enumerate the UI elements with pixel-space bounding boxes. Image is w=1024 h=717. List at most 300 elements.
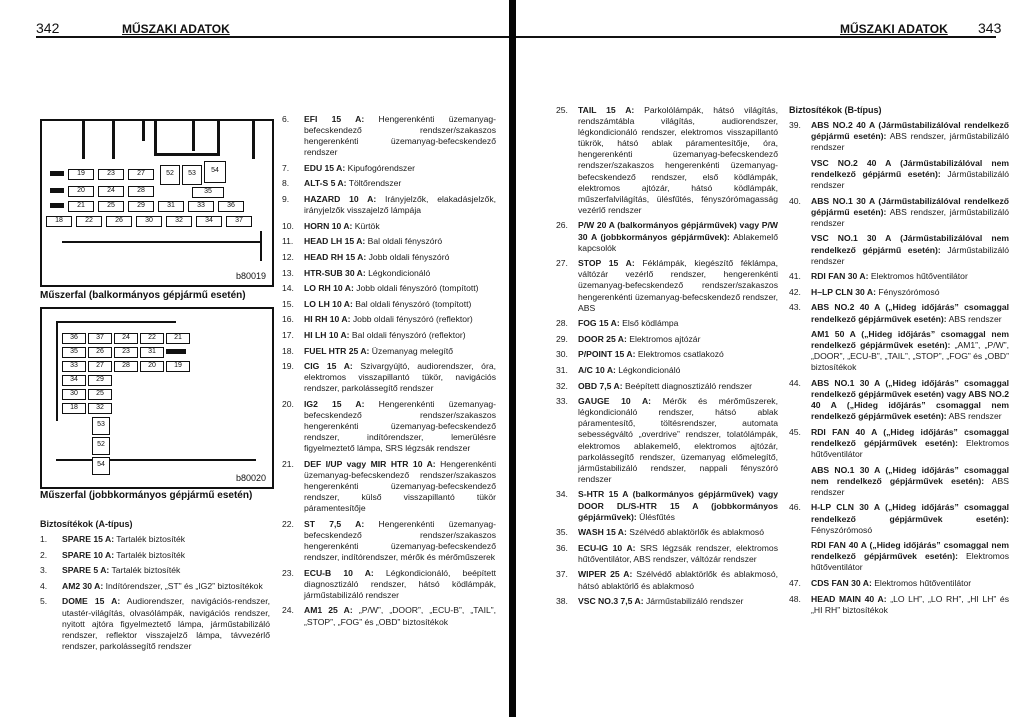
item-text <box>62 581 270 592</box>
item-text <box>304 346 496 357</box>
figure-code: b80019 <box>235 271 266 281</box>
fuse-list-a-part2 <box>282 114 496 632</box>
fuse-list-item <box>282 236 496 247</box>
fuse-name: HI RH 10 A: <box>304 314 351 325</box>
relay-outline <box>252 121 255 159</box>
fuse-description: ABS rendszer <box>946 411 1002 422</box>
fuse-name: HEAD RH 15 A: <box>304 251 367 262</box>
item-number: 25. <box>556 105 568 115</box>
fuse-27: 27 <box>128 169 154 180</box>
right-page <box>516 0 1024 717</box>
fuse-34: 34 <box>62 375 86 386</box>
relay-outline <box>154 121 157 156</box>
fuse-description: Jobb oldali fényszóró (reflektor) <box>350 314 473 325</box>
fuse-list-item <box>556 258 778 313</box>
fuse-name: AM1 25 A: <box>304 605 353 616</box>
item-text <box>578 318 778 329</box>
item-text <box>578 396 778 485</box>
item-text <box>304 252 496 263</box>
fuse-description: Tartalék biztosíték <box>114 549 186 560</box>
fuse-name: AM2 30 A: <box>62 580 104 591</box>
item-number: 18. <box>282 345 294 356</box>
item-number: 37. <box>556 569 568 580</box>
item-text <box>578 334 778 345</box>
fuse-list-subitem <box>811 233 1009 266</box>
item-number: 33. <box>556 396 568 407</box>
fuse-54: 54 <box>204 161 226 183</box>
fuse-name: LO RH 10 A: <box>304 283 354 294</box>
fuse-33: 33 <box>62 361 86 372</box>
fuse-37: 37 <box>226 216 252 227</box>
fuse-description: Első ködlámpa <box>619 318 679 329</box>
item-number: 6. <box>282 114 290 124</box>
gutter <box>509 0 516 717</box>
item-text <box>811 378 1009 422</box>
fuse-list-subitem <box>811 158 1009 191</box>
fuse-24: 24 <box>114 333 138 344</box>
spare-fuse-slot <box>50 171 64 176</box>
relay-outline <box>154 153 219 156</box>
fuse-list-item <box>282 330 496 341</box>
fuse-description: Bal oldali fényszóró (reflektor) <box>349 329 466 340</box>
fuse-description: ABS rendszer, járműstabilizáló rendszer <box>811 206 1009 228</box>
fuse-22: 22 <box>140 333 164 344</box>
item-text <box>811 578 1009 589</box>
fuse-list-item <box>282 299 496 310</box>
item-text <box>578 543 778 565</box>
fuse-list-item <box>556 318 778 329</box>
relay-outline <box>142 121 145 141</box>
fuse-list-item <box>556 349 778 360</box>
fuse-list-item <box>789 578 1009 589</box>
fuse-21: 21 <box>68 201 94 212</box>
fuse-list-item <box>556 596 778 607</box>
item-text <box>578 381 778 392</box>
fuse-description: „P/W”, „DOOR”, „ECU-B”, „TAIL”, „STOP”, „FOG” és „OBD” biztosítékok <box>304 605 496 627</box>
item-number: 7. <box>282 162 290 173</box>
fuse-list-item <box>556 527 778 538</box>
fuse-19: 19 <box>166 361 190 372</box>
item-text <box>304 314 496 325</box>
fuse-24: 24 <box>98 186 124 197</box>
fuse-36: 36 <box>62 333 86 344</box>
fuse-list-item <box>789 427 1009 460</box>
fuse-name: A/C 10 A: <box>578 364 616 375</box>
fuse-53: 53 <box>182 165 202 185</box>
left-page <box>0 0 509 717</box>
fuse-description: Bal oldali fényszóró <box>365 236 443 247</box>
fuse-list-item <box>556 365 778 376</box>
item-number: 39. <box>789 120 801 131</box>
fuse-list-item <box>556 220 778 253</box>
diagram-line <box>260 231 262 261</box>
left-page-header <box>0 14 509 36</box>
fuse-description: ABS rendszer, járműstabilizáló rendszer <box>811 131 1009 153</box>
fuse-box-diagram-rhd <box>40 307 274 489</box>
fuse-description: Parkolólámpák, hátsó világítás, rendszámtábla világítás, audiorendszer, légkondicionáló rendszer, elektromos visszapillantó tükrök, hátsó ablak páramentesítője, óra, hengerenkénti üzemanyag-befecskendező rendszer/szakaszos hengerenkénti üzemanyag-befecskendező rendszer, első ködlámpák, elektromos ajtózár, hátsó ködlámpák, műszerfalvilágítás, ülésfűtés, fényszórómagasság vezérlő rendszer <box>578 105 778 215</box>
fuse-description: Járműstabilizáló rendszer <box>811 168 1009 191</box>
item-number: 43. <box>789 302 801 313</box>
item-number: 29. <box>556 333 568 344</box>
item-number: 35. <box>556 527 568 538</box>
fuse-name: VSC NO.1 30 A (Járműstabilizálóval nem rendelkező gépjármű esetén): <box>811 233 1009 255</box>
fuse-description: Járműstabilizáló rendszer <box>643 596 744 607</box>
header-rule <box>516 36 996 38</box>
fuse-18: 18 <box>46 216 72 227</box>
fuse-name: DOME 15 A: <box>62 596 121 607</box>
fuse-description: Légkondicionáló <box>365 267 431 278</box>
item-number: 11. <box>282 236 294 247</box>
page-number: 342 <box>36 20 60 36</box>
fuse-name: WIPER 25 A: <box>578 569 633 580</box>
fuse-list-item <box>556 489 778 522</box>
fuse-52: 52 <box>92 437 110 455</box>
item-number: 21. <box>282 458 294 469</box>
item-text <box>304 399 496 454</box>
fuse-list-item <box>282 361 496 394</box>
fuse-name: DEF I/UP vagy MIR HTR 10 A: <box>304 458 436 469</box>
item-number: 24. <box>282 605 294 616</box>
fuse-description: Audiorendszer, navigációs-rendszer, utastér-világítás, olvasólámpák, navigációs rendszer, nyitott ajtóra figyelmeztető lámpa, járműstabilizáló rendszer, reflektor visszajelző lámpa, távvezérlő rendszer, parkolássegítő rendszer <box>62 596 270 651</box>
fuse-description: Hengerenkénti üzemanyag-befecskendező rendszer/szakaszos hengerenkénti üzemanyag-befecskendező rendszer, külső visszapillantó tükör páramentesítője <box>304 458 496 514</box>
fuse-name: HORN 10 A: <box>304 220 353 231</box>
fuse-name: HTR-SUB 30 A: <box>304 267 366 278</box>
fuse-list-subitem <box>811 540 1009 573</box>
item-number: 5. <box>40 596 48 607</box>
fuse-20: 20 <box>68 186 94 197</box>
fuse-name: EDU 15 A: <box>304 162 346 173</box>
item-number: 40. <box>789 195 801 206</box>
fuse-list-item <box>40 534 270 545</box>
fuse-name: H–LP CLN 30 A: <box>811 286 876 297</box>
fuse-list-subitem <box>811 329 1009 373</box>
fuse-name: ECU-IG 10 A: <box>578 542 636 553</box>
fuse-description: Ülésfűtés <box>636 511 675 522</box>
fuse-22: 22 <box>76 216 102 227</box>
item-text <box>811 502 1009 535</box>
fuse-list-b <box>789 105 1009 620</box>
fuse-30: 30 <box>136 216 162 227</box>
fuse-list-item <box>282 399 496 454</box>
fuse-list-item <box>282 605 496 627</box>
item-number: 28. <box>556 318 568 329</box>
fuse-53: 53 <box>92 417 110 435</box>
fuse-list-item <box>789 594 1009 616</box>
item-text <box>304 519 496 563</box>
fuse-description: Jobb oldali fényszóró <box>366 251 450 262</box>
fuse-19: 19 <box>68 169 94 180</box>
spare-fuse-slot <box>50 203 64 208</box>
item-number: 12. <box>282 251 294 262</box>
fuse-name: HEAD MAIN 40 A: <box>811 593 887 604</box>
item-text <box>62 596 270 651</box>
fuse-list-item <box>282 163 496 174</box>
fuse-list-a-part1 <box>40 519 270 656</box>
fuse-list-item <box>556 334 778 345</box>
fuse-list-item <box>556 543 778 565</box>
fuse-name: HI LH 10 A: <box>304 329 350 340</box>
fuse-32: 32 <box>88 403 112 414</box>
fuse-list-item <box>282 194 496 216</box>
section-title: Biztosítékok (A-típus) <box>40 519 133 529</box>
fuse-37: 37 <box>88 333 112 344</box>
item-number: 1. <box>40 534 48 545</box>
item-number: 42. <box>789 286 801 297</box>
item-number: 20. <box>282 398 294 409</box>
item-number: 41. <box>789 271 801 282</box>
item-number: 34. <box>556 489 568 500</box>
fuse-list-item <box>556 381 778 392</box>
item-number: 30. <box>556 349 568 360</box>
fuse-list-item <box>789 287 1009 298</box>
fuse-name: OBD 7,5 A: <box>578 380 623 391</box>
item-text <box>578 365 778 376</box>
item-text <box>304 163 496 174</box>
diagram-line <box>56 321 176 323</box>
fuse-description: Tartalék biztosíték <box>114 534 186 545</box>
item-text <box>304 361 496 394</box>
fuse-description: Kipufogórendszer <box>345 162 415 173</box>
item-text <box>304 283 496 294</box>
item-text <box>811 302 1009 324</box>
item-number: 9. <box>282 194 290 205</box>
fuse-description: Ablakemelő kapcsolók <box>578 231 778 253</box>
fuse-list-item <box>556 569 778 591</box>
fuse-28: 28 <box>114 361 138 372</box>
fuse-description: Töltőrendszer <box>346 178 402 189</box>
item-number: 48. <box>789 593 801 604</box>
fuse-18: 18 <box>62 403 86 414</box>
fuse-25: 25 <box>98 201 124 212</box>
item-text <box>304 268 496 279</box>
fuse-name: VSC NO.3 7,5 A: <box>578 596 644 607</box>
figure-code: b80020 <box>235 473 266 483</box>
item-text <box>304 178 496 189</box>
fuse-name: ST 7,5 A: <box>304 518 365 529</box>
item-number: 17. <box>282 329 294 340</box>
fuse-name: P/POINT 15 A: <box>578 349 636 360</box>
item-text <box>811 427 1009 460</box>
fuse-description: Kürtök <box>352 220 380 231</box>
item-number: 19. <box>282 361 294 372</box>
fuse-description: Hengerenkénti üzemanyag-befecskendező rendszer/szakaszos hengerenkénti üzemanyag-befecskendező rendszer <box>304 114 497 158</box>
item-text <box>578 596 778 607</box>
item-text <box>811 287 1009 298</box>
fuse-description: Hengerenkénti üzemanyag-befecskendező rendszer/szakaszos hengerenkénti üzemanyag-befecskendező rendszer, indítórendszer, mérők és mérőműszerek <box>304 518 497 563</box>
fuse-name: CIG 15 A: <box>304 361 353 372</box>
fuse-name: P/W 20 A (balkormányos gépjárművek) vagy P/W 30 A (jobbkormányos gépjárművek): <box>578 220 778 242</box>
fuse-list-item <box>789 378 1009 422</box>
fuse-description: Jobb oldali fényszóró (tompított) <box>353 283 479 294</box>
fuse-list-item <box>282 519 496 563</box>
fuse-54: 54 <box>92 457 110 475</box>
right-page-header <box>516 14 1024 36</box>
item-text <box>578 527 778 538</box>
fuse-list-item <box>789 502 1009 535</box>
fuse-name: ABS NO.1 30 A („Hideg időjárás” csomaggal nem rendelkező gépjárművek esetén): <box>811 464 1009 486</box>
fuse-list-item <box>556 105 778 216</box>
fuse-list-item <box>40 581 270 592</box>
item-text <box>304 114 496 158</box>
fuse-36: 36 <box>218 201 244 212</box>
fuse-list-item <box>40 596 270 651</box>
item-number: 3. <box>40 565 48 576</box>
fuse-52: 52 <box>160 165 180 185</box>
fuse-description: Elektromos hűtőventilátor <box>868 271 968 282</box>
fuse-name: CDS FAN 30 A: <box>811 577 872 588</box>
fuse-list-item <box>556 396 778 485</box>
item-number: 45. <box>789 426 801 437</box>
fuse-name: IG2 15 A: <box>304 398 365 409</box>
fuse-description: Elektromos hűtőventilátor <box>871 577 972 588</box>
fuse-name: WASH 15 A: <box>578 527 627 538</box>
item-number: 8. <box>282 178 290 189</box>
fuse-list-item <box>789 302 1009 324</box>
fuse-34: 34 <box>196 216 222 227</box>
fuse-31: 31 <box>140 347 164 358</box>
spare-fuse-slot <box>166 349 186 354</box>
item-text <box>578 220 778 253</box>
fuse-23: 23 <box>98 169 124 180</box>
fuse-28: 28 <box>128 186 154 197</box>
fuse-description: „AM1”, „P/W”, „DOOR”, „ECU-B”, „TAIL”, „STOP”, „FOG” és „OBD” biztosítékok <box>811 340 1009 373</box>
item-number: 36. <box>556 542 568 553</box>
item-number: 14. <box>282 283 294 294</box>
fuse-description: Mérők és mérőműszerek, légkondicionáló rendszer, hátsó ablak páramentesítő, töltésrendszer, automata sebességváltó „overdrive” rendszer, tolatólámpák, elektromos ablakemelő, elektromos ajtózár, parkolássegítő rendszer, üzemanyag előmelegítő, járműstabilizáló rendszer, nappali fényszóró rendszer <box>578 396 778 484</box>
fuse-21: 21 <box>166 333 190 344</box>
fuse-27: 27 <box>88 361 112 372</box>
item-number: 2. <box>40 549 48 560</box>
fuse-name: S-HTR 15 A (balkormányos gépjárművek) vagy DOOR DL/S-HTR 15 A (jobbkormányos gépjárművek): <box>578 489 778 522</box>
fuse-description: Elektromos hűtőventilátor <box>811 437 1009 460</box>
item-text <box>304 194 496 216</box>
item-number: 38. <box>556 596 568 607</box>
fuse-26: 26 <box>88 347 112 358</box>
item-text <box>578 258 778 313</box>
item-text <box>304 605 496 627</box>
item-number: 10. <box>282 220 294 231</box>
item-number: 13. <box>282 267 294 278</box>
fuse-list-subitem <box>811 465 1009 498</box>
fuse-list-item <box>282 283 496 294</box>
fuse-list-item <box>282 346 496 357</box>
fuse-25: 25 <box>88 389 112 400</box>
fuse-name: GAUGE 10 A: <box>578 396 652 407</box>
fuse-description: Üzemanyag melegítő <box>369 345 454 356</box>
item-text <box>304 568 496 601</box>
item-number: 22. <box>282 518 294 529</box>
fuse-list-item <box>282 178 496 189</box>
item-number: 15. <box>282 298 294 309</box>
fuse-35: 35 <box>62 347 86 358</box>
fuse-description: Légkondicionáló <box>615 364 681 375</box>
fuse-20: 20 <box>140 361 164 372</box>
figure-caption: Műszerfal (jobbkormányos gépjármű esetén) <box>40 490 253 501</box>
fuse-30: 30 <box>62 389 86 400</box>
fuse-description: ABS rendszer <box>946 313 1002 324</box>
fuse-name: TAIL 15 A: <box>578 105 635 115</box>
fuse-list-item <box>282 252 496 263</box>
fuse-description: Szélvédő ablaktörlők és ablakmosó <box>626 527 764 538</box>
fuse-29: 29 <box>88 375 112 386</box>
item-text <box>578 349 778 360</box>
fuse-23: 23 <box>114 347 138 358</box>
fuse-name: H-LP CLN 30 A („Hideg időjárás” csomaggal rendelkező gépjárművek esetén): <box>811 502 1009 524</box>
fuse-description: Tartalék biztosíték <box>109 565 181 576</box>
item-number: 47. <box>789 577 801 588</box>
fuse-description: Légkondicionáló, beépített diagnosztizáló rendszer, hátsó ködlámpák, járműstabilizáló rendszer <box>304 567 496 600</box>
item-number: 44. <box>789 377 801 388</box>
fuse-list-item <box>40 565 270 576</box>
fuse-name: SPARE 5 A: <box>62 565 110 576</box>
fuse-description: Indítórendszer, „ST” és „IG2” biztosítékok <box>103 580 263 591</box>
fuse-description: Fényszórómosó <box>811 524 873 535</box>
item-text <box>578 105 778 216</box>
running-title: MŰSZAKI ADATOK <box>122 22 230 36</box>
header-rule <box>36 36 509 38</box>
fuse-list-item <box>282 268 496 279</box>
relay-outline <box>217 121 220 156</box>
fuse-name: RDI FAN 40 A („Hideg időjárás” csomaggal rendelkező gépjárművek esetén): <box>811 426 1009 448</box>
page-number: 343 <box>978 20 1002 36</box>
fuse-description: Szivargyújtó, audiorendszer, óra, elektromos visszapillantó tükör, navigációs rendszer, parkolássegítő rendszer <box>304 361 496 394</box>
item-number: 46. <box>789 502 801 513</box>
fuse-name: SPARE 15 A: <box>62 534 115 545</box>
item-text <box>304 221 496 232</box>
fuse-description: Beépített diagnosztizáló rendszer <box>622 380 753 391</box>
fuse-name: ABS NO.2 40 A („Hideg időjárás” csomaggal rendelkező gépjárművek esetén): <box>811 302 1009 324</box>
fuse-description: Elektromos hűtőventilátor <box>811 551 1009 573</box>
fuse-name: FUEL HTR 25 A: <box>304 345 370 356</box>
fuse-name: AM1 50 A („Hideg időjárás” csomaggal nem rendelkező gépjárművek esetén): <box>811 329 1009 351</box>
fuse-32: 32 <box>166 216 192 227</box>
fuse-name: EFI 15 A: <box>304 114 365 124</box>
fuse-list-item <box>789 196 1009 229</box>
item-text <box>62 565 270 576</box>
fuse-name: DOOR 25 A: <box>578 333 627 344</box>
fuse-list-item <box>282 568 496 601</box>
item-text <box>578 489 778 522</box>
fuse-name: HAZARD 10 A: <box>304 194 377 205</box>
item-text <box>811 120 1009 153</box>
relay-outline <box>82 121 85 159</box>
fuse-name: RDI FAN 40 A („Hideg időjárás” csomaggal nem rendelkező gépjárművek esetén): <box>811 540 1009 562</box>
item-text <box>62 534 270 545</box>
fuse-description: Fényszórómosó <box>875 286 940 297</box>
relay-outline <box>192 121 195 151</box>
diagram-line <box>56 459 256 461</box>
item-text <box>304 330 496 341</box>
fuse-name: VSC NO.2 40 A (Járműstabilizálóval nem rendelkező gépjármű esetén): <box>811 157 1009 179</box>
item-text <box>304 459 496 514</box>
fuse-description: Hengerenkénti üzemanyag-befecskendező rendszer/szakaszos hengerenkénti üzemanyag-befecskendező rendszer, indítórendszer, lemerülésre figyelmeztető lámpa, SRS légzsák rendszer <box>304 398 496 454</box>
fuse-description: Irányjelzők, elakadásjelzők, irányjelzők visszajelző lámpája <box>304 194 496 216</box>
diagram-line <box>56 321 58 421</box>
fuse-description: Járműstabilizáló rendszer <box>811 244 1009 266</box>
fuse-box-diagram-lhd <box>40 119 274 287</box>
fuse-description: Elektromos ajtózár <box>626 333 701 344</box>
item-number: 27. <box>556 258 568 269</box>
item-number: 16. <box>282 314 294 325</box>
fuse-description: Féklámpák, kiegészítő féklámpa, váltózár vezérlő rendszer, hengerenkénti üzemanyag-befecskendező rendszer/szakaszos hengerenkénti üzemanyag-befecskendező rendszer, ABS <box>578 258 779 313</box>
fuse-list-a-part3 <box>556 105 778 612</box>
fuse-name: ALT-S 5 A: <box>304 178 347 189</box>
fuse-name: STOP 15 A: <box>578 258 635 269</box>
item-number: 32. <box>556 380 568 391</box>
fuse-name: ECU-B 10 A: <box>304 567 374 578</box>
item-text <box>811 594 1009 616</box>
item-text <box>811 196 1009 229</box>
